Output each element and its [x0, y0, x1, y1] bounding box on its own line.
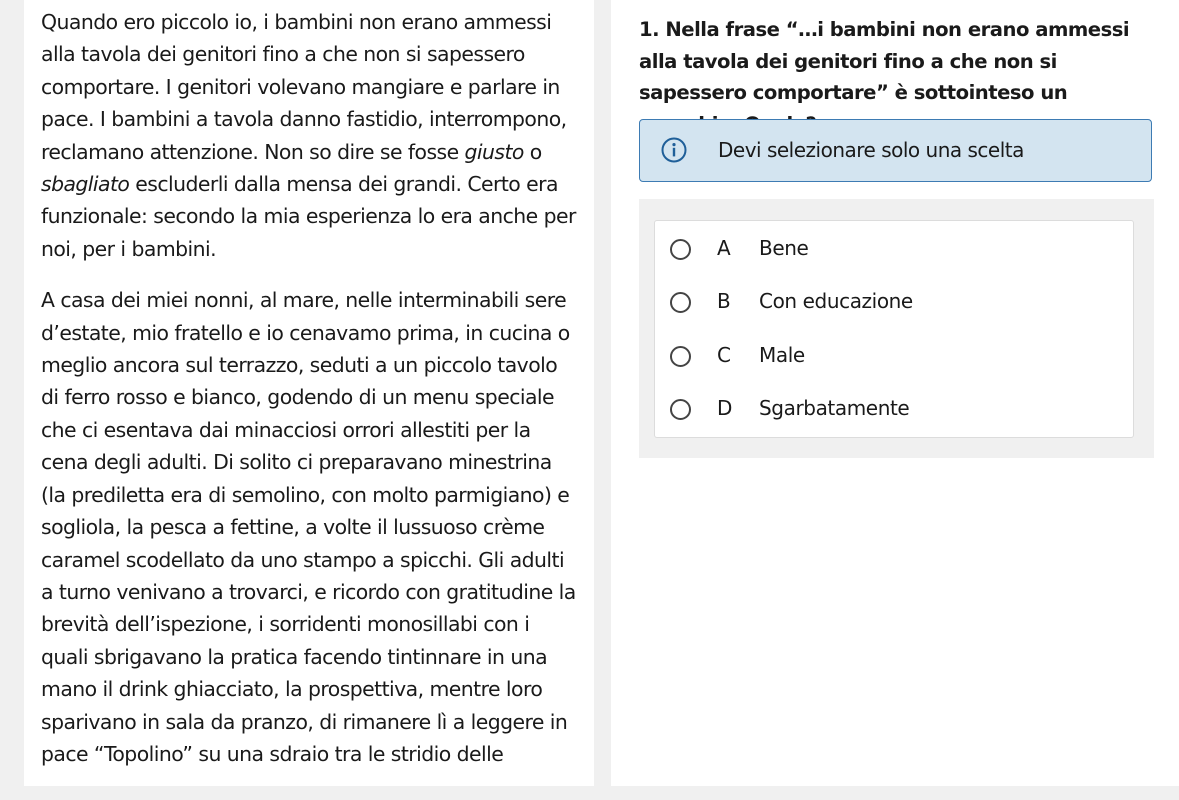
radio-button-a[interactable]: [670, 239, 691, 260]
radio-button-b[interactable]: [670, 292, 691, 313]
option-d[interactable]: [655, 390, 1133, 434]
paragraph-1-italic-sbagliato: sbagliato: [41, 172, 130, 197]
option-b-letter: B: [717, 289, 731, 313]
option-c-letter: C: [717, 343, 731, 367]
reading-paragraph-2: [41, 284, 576, 770]
radio-button-d[interactable]: [670, 399, 691, 420]
option-c-label: Male: [759, 343, 805, 367]
options-container: [639, 199, 1154, 458]
reading-paragraph-1: [41, 6, 576, 265]
option-a[interactable]: [655, 230, 1133, 274]
paragraph-1-text-3: escluderli dalla mensa dei grandi. Certo era funzionale: secondo la mia esperienza lo era anche per noi, per i bambini.: [41, 172, 576, 261]
option-b-label: Con educazione: [759, 289, 913, 313]
info-text: Devi selezionare solo una scelta: [718, 138, 1024, 162]
paragraph-2-text: A casa dei miei nonni, al mare, nelle interminabili sere d’estate, mio fratello e io cenavamo prima, in cucina o meglio ancora sul terrazzo, seduti a un piccolo tavolo di ferro rosso e bianco, godendo di un menu speciale che ci esentava dai minacciosi orrori allestiti per la cena degli adulti. Di solito ci preparavano minestrina (la prediletta era di semolino, con molto parmigiano) e sogliola, la pesca a fettine, a volte il lussuoso crème caramel scodellato da uno stampo a spicchi. Gli adulti a turno venivano a trovarci, e ricordo con gratitudine la brevità dell’ispezione, i sorridenti monosillabi con i quali sbrigavano la pratica facendo tintinnare in una mano il drink ghiacciato, la prospettiva, mentre loro sparivano in sala da pranzo, di rimanere lì a leggere in pace “Topolino” su una sdraio tra le stridio delle: [41, 288, 576, 766]
option-d-label: Sgarbatamente: [759, 396, 910, 420]
option-b[interactable]: [655, 283, 1133, 327]
info-notice: [639, 119, 1152, 182]
radio-button-c[interactable]: [670, 346, 691, 367]
question-panel: [611, 0, 1179, 786]
reading-passage: [24, 0, 594, 770]
paragraph-1-text-1: Quando ero piccolo io, i bambini non erano ammessi alla tavola dei genitori fino a che non si sapessero comportare. I genitori volevano mangiare e parlare in pace. I bambini a tavola danno fastidio, interrompono, reclamano attenzione. Non so dire se fosse: [41, 10, 567, 164]
option-c[interactable]: [655, 337, 1133, 381]
question-title: 1. Nella frase “…i bambini non erano ammessi alla tavola dei genitori fino a che non si sapessero comportare” è sottointeso un: [639, 18, 1130, 104]
paragraph-1-italic-giusto: giusto: [464, 139, 524, 164]
info-icon: [661, 137, 687, 163]
option-a-label: Bene: [759, 236, 809, 260]
option-d-letter: D: [717, 396, 733, 420]
reading-passage-panel[interactable]: [24, 0, 594, 786]
paragraph-1-text-2: o: [523, 139, 542, 164]
option-a-letter: A: [717, 236, 731, 260]
options-card: [654, 220, 1134, 438]
